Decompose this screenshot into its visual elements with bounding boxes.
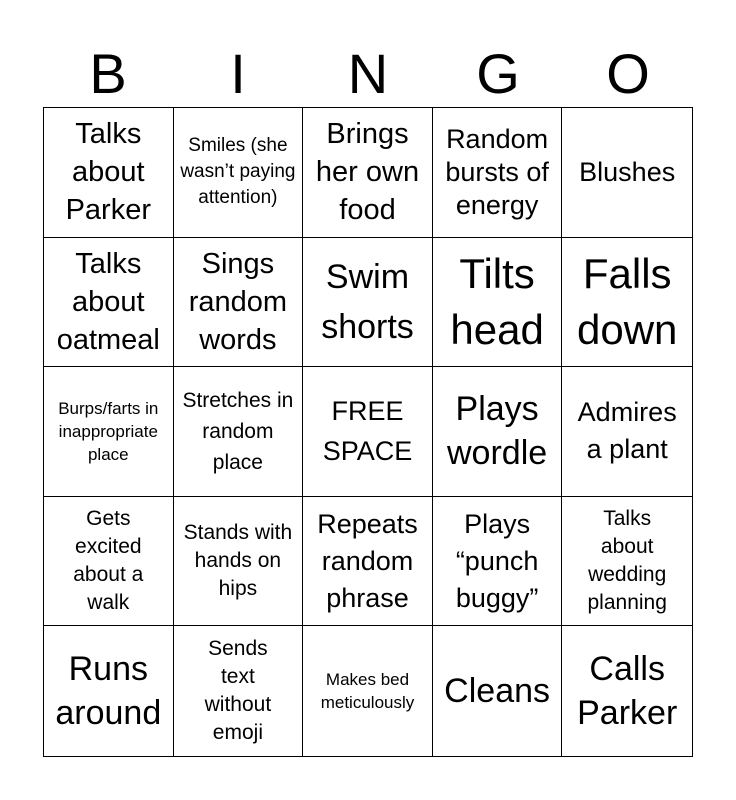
- bingo-cell[interactable]: [174, 108, 304, 238]
- cell-text: Sends text without emoji: [204, 637, 272, 745]
- bingo-cell[interactable]: [303, 626, 433, 756]
- cell-text: Swim shorts: [321, 257, 414, 346]
- header-letter-g: G: [476, 42, 520, 105]
- bingo-cell[interactable]: [433, 626, 563, 756]
- cell-text: Plays wordle: [447, 390, 548, 473]
- cell-text: Runs around: [55, 650, 162, 733]
- bingo-cell[interactable]: [174, 497, 304, 627]
- bingo-cell[interactable]: [433, 367, 563, 497]
- bingo-cell[interactable]: [44, 238, 174, 368]
- cell-text: Talks about wedding planning: [587, 507, 667, 615]
- bingo-cell[interactable]: [174, 626, 304, 756]
- cell-text: FREE SPACE: [322, 396, 413, 467]
- bingo-cell[interactable]: [303, 497, 433, 627]
- cell-text: Calls Parker: [577, 650, 678, 733]
- cell-text: Cleans: [444, 672, 551, 711]
- cell-text: Makes bed meticulously: [320, 670, 415, 713]
- cell-text: Talks about Parker: [65, 118, 151, 227]
- header-letter-n: N: [347, 42, 389, 105]
- cell-text: Admires a plant: [577, 397, 677, 465]
- bingo-cell[interactable]: [433, 108, 563, 238]
- header-letter-b: B: [89, 42, 127, 105]
- bingo-cell[interactable]: [44, 497, 174, 627]
- cell-text: Repeats random phrase: [317, 508, 418, 613]
- bingo-cell[interactable]: [174, 238, 304, 368]
- bingo-cell[interactable]: [562, 626, 692, 756]
- cell-text: Tilts head: [450, 249, 544, 353]
- bingo-cell[interactable]: [303, 367, 433, 497]
- bingo-cell[interactable]: [174, 367, 304, 497]
- bingo-cell[interactable]: [303, 108, 433, 238]
- bingo-cell[interactable]: [44, 626, 174, 756]
- bingo-cell[interactable]: [44, 108, 174, 238]
- bingo-header: [43, 40, 693, 108]
- cell-text: Blushes: [579, 156, 676, 187]
- bingo-cell[interactable]: [562, 238, 692, 368]
- header-letter-i: I: [230, 42, 246, 105]
- bingo-cell[interactable]: [433, 238, 563, 368]
- bingo-cell[interactable]: [44, 367, 174, 497]
- cell-text: Plays “punch buggy”: [455, 508, 539, 613]
- cell-text: Random bursts of energy: [445, 123, 549, 220]
- cell-text: Sings random words: [188, 247, 288, 356]
- bingo-board: [43, 107, 693, 757]
- cell-text: Falls down: [576, 249, 678, 353]
- cell-text: Gets excited about a walk: [73, 507, 144, 615]
- bingo-cell[interactable]: [562, 497, 692, 627]
- cell-text: Talks about oatmeal: [56, 247, 160, 356]
- bingo-cell[interactable]: [562, 108, 692, 238]
- cell-text: Stands with hands on hips: [183, 521, 293, 601]
- bingo-cell[interactable]: [433, 497, 563, 627]
- cell-text: Burps/farts in inappropriate place: [58, 398, 159, 464]
- cell-text: Smiles (she wasn’t paying attention): [180, 135, 296, 209]
- header-letter-o: O: [606, 42, 650, 105]
- cell-text: Brings her own food: [315, 118, 420, 227]
- cell-text: Stretches in random place: [182, 388, 294, 474]
- bingo-cell[interactable]: [562, 367, 692, 497]
- bingo-cell[interactable]: [303, 238, 433, 368]
